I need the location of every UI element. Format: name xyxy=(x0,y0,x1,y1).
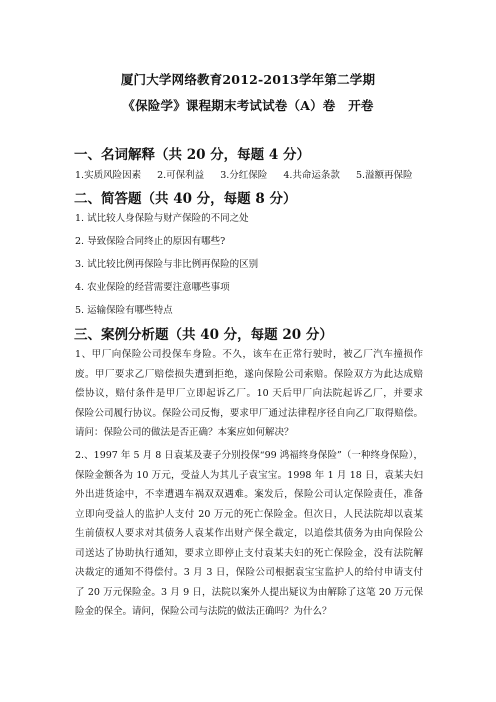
question-item: 3. 试比较比例再保险与非比例再保险的区别 xyxy=(75,259,259,270)
case2-line: 决裁定的通知不得偿付。3 月 3 日，保险公司根据袁宝宝监护人的给付申请支付 xyxy=(75,567,423,578)
case1-line: 偿协议，赔付条件是甲厂立即起诉乙厂。10 天后甲厂向法院起诉乙厂，并要求 xyxy=(75,388,423,399)
case2-line: 2.、1997 年 5 月 8 日袁某及妻子分别投保“99 鸿福终身保险”（一种终身保险）， xyxy=(75,450,423,461)
case1-line: 废。甲厂要求乙厂赔偿损失遭到拒绝，遂向保险公司索赔。保险双方为此达成赔 xyxy=(75,368,423,380)
case1-line: 保险公司履行协议。保险公司反悔，要求甲厂通过法律程序径自向乙厂取得赔偿。 xyxy=(75,407,423,419)
section1-heading: 一、名词解释（共 20 分，每题 4 分） xyxy=(74,147,310,163)
term-item: 2.可保利益 xyxy=(157,170,205,181)
case2-line: 了 20 万元保险金。3 月 9 日，法院以案外人提出疑议为由解除了这笔 20 万元保 xyxy=(75,586,423,598)
term-item: 4.共命运条款 xyxy=(283,170,340,181)
case2-line: 司送达了协助执行通知，要求立即停止支付袁某夫妇的死亡保险金，没有法院解 xyxy=(75,547,423,559)
case2-line: 生前债权人要求对其债务人袁某作出财产保全裁定，以追偿其债务为由向保险公 xyxy=(75,528,423,539)
section2-heading: 二、简答题（共 40 分，每题 8 分） xyxy=(74,191,297,207)
question-item: 2. 导致保险合同终止的原因有哪些? xyxy=(75,236,226,247)
term-item: 3.分红保险 xyxy=(220,170,268,181)
question-item: 5. 运输保险有哪些特点 xyxy=(75,305,173,316)
question-item: 4. 农业保险的经营需要注意哪些事项 xyxy=(75,282,230,293)
case2-line: 险金的保全。请问，保险公司与法院的做法正确吗？为什么？ xyxy=(75,606,332,617)
term-item: 1.实质风险因素 xyxy=(75,170,142,181)
case1-line: 1、甲厂向保险公司投保车身险。不久，该车在正常行驶时，被乙厂汽车撞损作 xyxy=(75,349,423,360)
term-list xyxy=(75,167,426,181)
case2-line: 外出进货途中，不幸遭遇车祸双双遇难。案发后，保险公司认定保险责任，准备 xyxy=(75,489,423,500)
case1-paragraph xyxy=(75,345,423,443)
case2-line: 立即向受益人的监护人支付 20 万元的死亡保险金。但次日，人民法院却以袁某 xyxy=(75,508,423,520)
question-item: 1. 试比较人身保险与财产保险的不同之处 xyxy=(75,213,249,224)
case1-line: 请问：保险公司的做法是否正确？本案应如何解决？ xyxy=(75,427,294,438)
term-item: 5.溢额再保险 xyxy=(355,170,413,181)
section3-heading: 三、案例分析题（共 40 分，每题 20 分） xyxy=(74,327,333,343)
exam-title-line2: 《保险学》课程期末考试试卷（A）卷 开卷 xyxy=(122,98,374,113)
case2-line: 保险金额各为 10 万元，受益人为其儿子袁宝宝。1998 年 1 月 18 日，袁某夫妇 xyxy=(75,469,423,481)
exam-title-line1: 厦门大学网络教育2012-2013学年第二学期 xyxy=(120,72,376,87)
case2-paragraph xyxy=(75,446,423,622)
